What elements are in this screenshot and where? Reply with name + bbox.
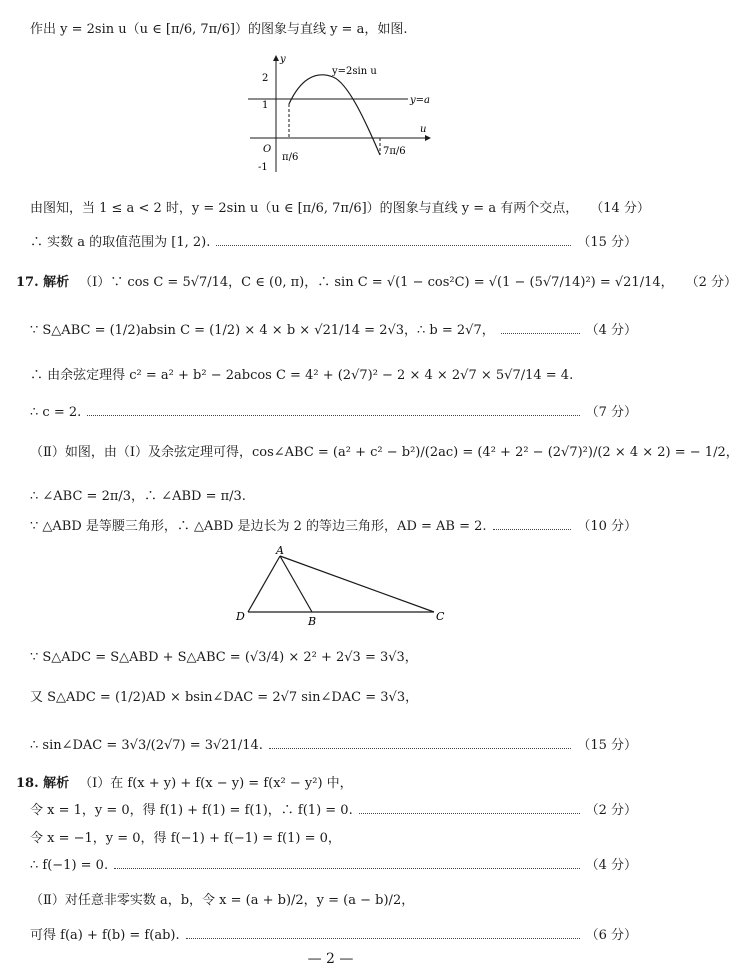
score: （4 分） [585,323,637,338]
line-text: ∴ sin∠DAC = 3√3/(2√7) = 3√21/14. [30,738,263,753]
line-6 [30,368,637,384]
curve-label: y=2sin u [332,66,377,77]
line-16 [30,831,637,847]
line-text: ∴ 由余弦定理得 c² = a² + b² − 2abcos C = 4² + (2√7)² − 2 × 4 × 2√7 × 5√7/14 = 4. [30,368,574,383]
side-AC [280,556,434,612]
y-tick-2: 2 [262,73,269,84]
vertex-B: B [308,615,317,628]
line-label: y=a [410,95,430,106]
line-text: ∴ c = 2. [30,405,82,420]
dot-leader [501,333,580,334]
x-tick-pi-over-6: π/6 [282,152,299,163]
vertex-A: A [276,544,284,557]
line-19 [30,928,637,944]
score: （2 分） [685,275,738,290]
score: （2 分） [585,803,637,818]
sine-curve [289,75,380,155]
score: （6 分） [585,928,637,943]
line-text: ∵ S△ADC = S△ABD + S△ABC = (√3/4) × 2² + 2√3 = 3√3， [30,650,418,665]
side-AB [280,556,312,612]
line-8 [30,445,739,461]
dot-leader [216,245,571,246]
vertex-D: D [236,610,245,623]
dot-leader [493,529,572,530]
line-3 [30,235,637,251]
dot-leader [114,868,580,869]
side-AD [248,556,280,612]
line-text: ∵ S△ABC = (1/2)absin C = (1/2) × 4 × b × √21/14 = 2√3，∴ b = 2√7， [30,323,495,338]
score: （10 分） [577,519,637,534]
score: （15 分） [577,235,637,250]
line-text: 可得 f(a) + f(b) = f(ab). [30,928,180,943]
line-15 [30,803,637,819]
line-text: ∵ △ABD 是等腰三角形，∴ △ABD 是边长为 2 的等边三角形，AD = AB = 2. [30,519,487,534]
score: （7 分） [585,405,637,420]
origin-label: O [263,144,272,155]
line-text: ∴ f(−1) = 0. [30,858,109,873]
line-text: 又 S△ADC = (1/2)AD × bsin∠DAC = 2√7 sin∠DAC = 3√3， [30,690,419,705]
line-5 [30,323,637,339]
score: （4 分） [585,858,637,873]
line-7 [30,405,637,421]
line-1 [30,22,637,38]
question-number: 17. 解析 [16,275,70,290]
line-text: （Ⅱ）对任意非零实数 a，b，令 x = (a + b)/2，y = (a − b)/2， [30,893,415,908]
line-9 [30,489,637,505]
line-10 [30,519,637,535]
x-axis-label: u [420,124,427,135]
line-text: 令 x = 1，y = 0，得 f(1) + f(1) = f(1)，∴ f(1) = 0. [30,803,353,818]
line-text: （Ⅰ）在 f(x + y) + f(x − y) = f(x² − y²) 中， [79,776,353,791]
dot-leader [87,415,579,416]
line-12 [30,690,637,706]
vertex-C: C [436,610,445,623]
line-2 [30,201,650,217]
triangle-figure [232,544,452,628]
line-text: 由图知，当 1 ≤ a < 2 时，y = 2sin u（u ∈ [π/6, 7π/6]）的图象与直线 y = a 有两个交点， [30,201,579,216]
line-11 [30,650,637,666]
dot-leader [269,748,571,749]
line-text: 作出 y = 2sin u（u ∈ [π/6, 7π/6]）的图象与直线 y = a，如图. [30,22,408,37]
y-axis-label: y [280,54,286,65]
line-17 [30,858,637,874]
page-number: — 2 — [307,951,354,967]
dot-leader [359,813,580,814]
y-tick-1: 1 [262,100,269,111]
line-text: ∴ ∠ABC = 2π/3，∴ ∠ABD = π/3. [30,489,246,504]
y-tick-neg1: -1 [258,162,268,173]
line-q18 [16,776,637,792]
line-18 [30,893,637,909]
line-text: （Ⅰ）∵ cos C = 5√7/14，C ∈ (0, π)，∴ sin C = √(1 − cos²C) = √(1 − (5√7/14)²) = √21/14， [79,275,674,290]
line-text: 令 x = −1，y = 0，得 f(−1) + f(−1) = f(1) = 0， [30,831,341,846]
line-13 [30,738,637,754]
x-tick-7pi-over-6: 7π/6 [383,146,406,157]
sine-graph-figure [240,50,440,180]
dot-leader [186,938,580,939]
line-text: ∴ 实数 a 的取值范围为 [1, 2). [30,235,211,250]
score: （14 分） [590,201,650,216]
line-q17 [16,275,738,291]
question-number: 18. 解析 [16,776,70,791]
score: （15 分） [577,738,637,753]
line-text: （Ⅱ）如图，由（Ⅰ）及余弦定理可得，cos∠ABC = (a² + c² − b²)/(2ac) = (4² + 2² − (2√7)²)/(2 × 4 × 2) = − 1/2， [30,445,739,460]
